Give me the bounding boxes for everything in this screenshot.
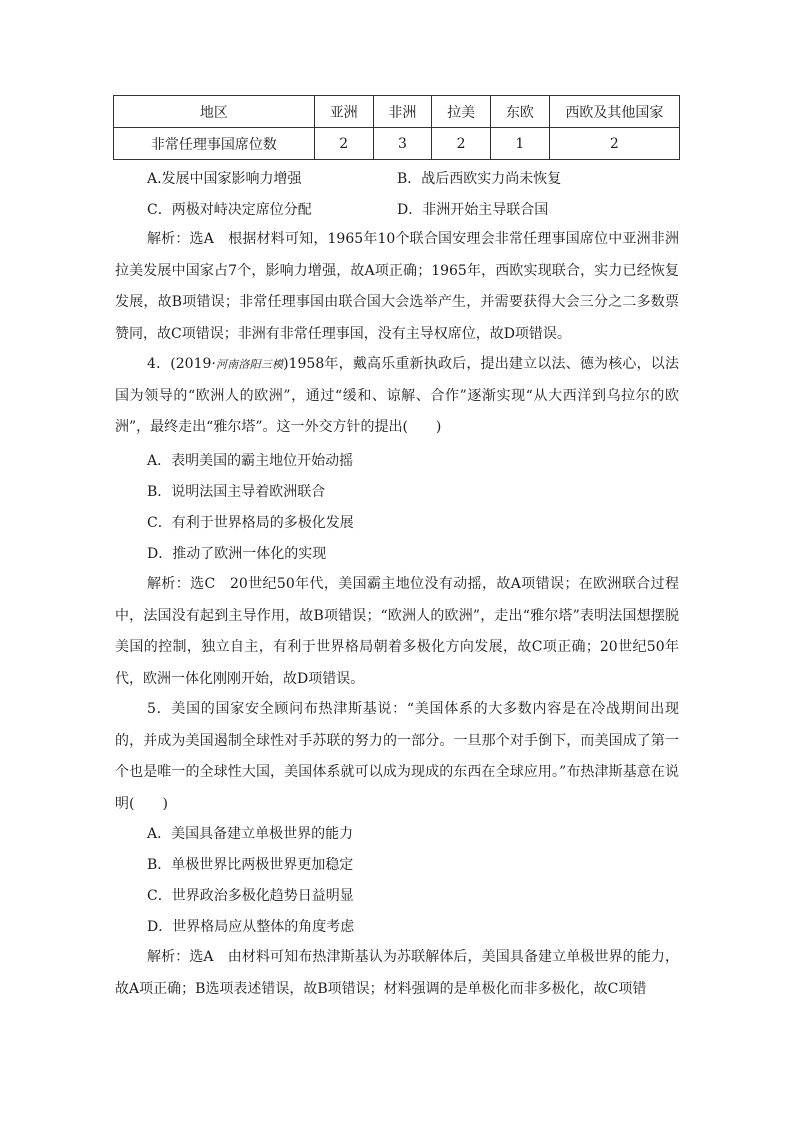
q4-option-a: A．表明美国的霸主地位开始动摇 [147, 453, 354, 469]
table-header-cell: 非洲 [373, 96, 432, 128]
q4-stem [115, 349, 679, 444]
q4-number: 4．(2019· [147, 356, 216, 372]
q4-analysis: 解析：选C 20世纪50年代，美国霸主地位没有动摇，故A项错误；在欧洲联合过程中，法国没有起到主导作用，故B项错误；“欧洲人的欧洲”，走出“雅尔塔”表明法国想摆脱美国的控制，独立自主，有利于世界格局朝着多极化方向发展，故C项正确；20世纪50年代，欧洲一体化刚刚开始，故D项错误。 [115, 576, 679, 687]
q5-option-b: B．单极世界比两极世界更加稳定 [147, 857, 354, 873]
table-header-cell: 亚洲 [314, 96, 373, 128]
table-cell: 2 [432, 128, 491, 160]
seat-table [113, 95, 680, 160]
q4-source: 河南洛阳三模 [215, 358, 284, 371]
q4-option-c: C．有利于世界格局的多极化发展 [147, 515, 354, 531]
q4-option-d: D．推动了欧洲一体化的实现 [147, 546, 327, 562]
table-header-cell: 东欧 [490, 96, 549, 128]
table-cell: 2 [549, 128, 679, 160]
q5-stem: 5．美国的国家安全顾问布热津斯基说：“美国体系的大多数内容是在冷战期间出现的，并成为美国遏制全球性对手苏联的努力的一部分。一旦那个对手倒下，而美国成了第一个也是唯一的全球性大国，美国体系就可以成为现成的东西在全球应用。”布热津斯基意在说明( ) [115, 701, 679, 812]
table-header-cell: 地区 [114, 96, 315, 128]
q5-option-c: C．世界政治多极化趋势日益明显 [147, 888, 354, 904]
q5-option-d: D．世界格局应从整体的角度考虑 [147, 919, 355, 935]
table-cell: 2 [314, 128, 373, 160]
q3-option-b: B．战后西欧实力尚未恢复 [397, 171, 562, 187]
table-header-cell: 拉美 [432, 96, 491, 128]
table-header-row [114, 96, 680, 128]
table-cell: 1 [490, 128, 549, 160]
q3-option-d: D．非洲开始主导联合国 [397, 202, 549, 218]
table-header-cell: 西欧及其他国家 [549, 96, 679, 128]
q3-option-c: C．两极对峙决定席位分配 [147, 202, 312, 218]
table-row-label: 非常任理事国席位数 [114, 128, 315, 160]
table-cell: 3 [373, 128, 432, 160]
table-row [114, 128, 680, 160]
q5-option-a: A．美国具备建立单极世界的能力 [147, 826, 354, 842]
q5-analysis: 解析：选A 由材料可知布热津斯基认为苏联解体后，美国具备建立单极世界的能力，故A项正确；B选项表述错误，故B项错误；材料强调的是单极化而非多极化，故C项错 [115, 949, 679, 997]
q4-option-b: B．说明法国主导着欧洲联合 [147, 484, 326, 500]
q3-analysis: 解析：选A 根据材料可知，1965年10个联合国安理会非常任理事国席位中亚洲非洲拉美发展中国家占7个，影响力增强，故A项正确；1965年，西欧实现联合，实力已经恢复发展，故B项错误；非常任理事国由联合国大会选举产生，并需要获得大会三分之二多数票赞同，故C项错误；非洲有非常任理事国，没有主导权席位，故D项错误。 [115, 231, 679, 342]
q3-option-a: A.发展中国家影响力增强 [147, 171, 302, 187]
q4-stem-text: )1958年，戴高乐重新执政后，提出建立以法、德为核心，以法国为领导的“欧洲人的欧洲”，通过“缓和、谅解、合作”逐渐实现“从大西洋到乌拉尔的欧洲”，最终走出“雅尔塔”。这一外交方针的提出( ) [115, 356, 679, 435]
